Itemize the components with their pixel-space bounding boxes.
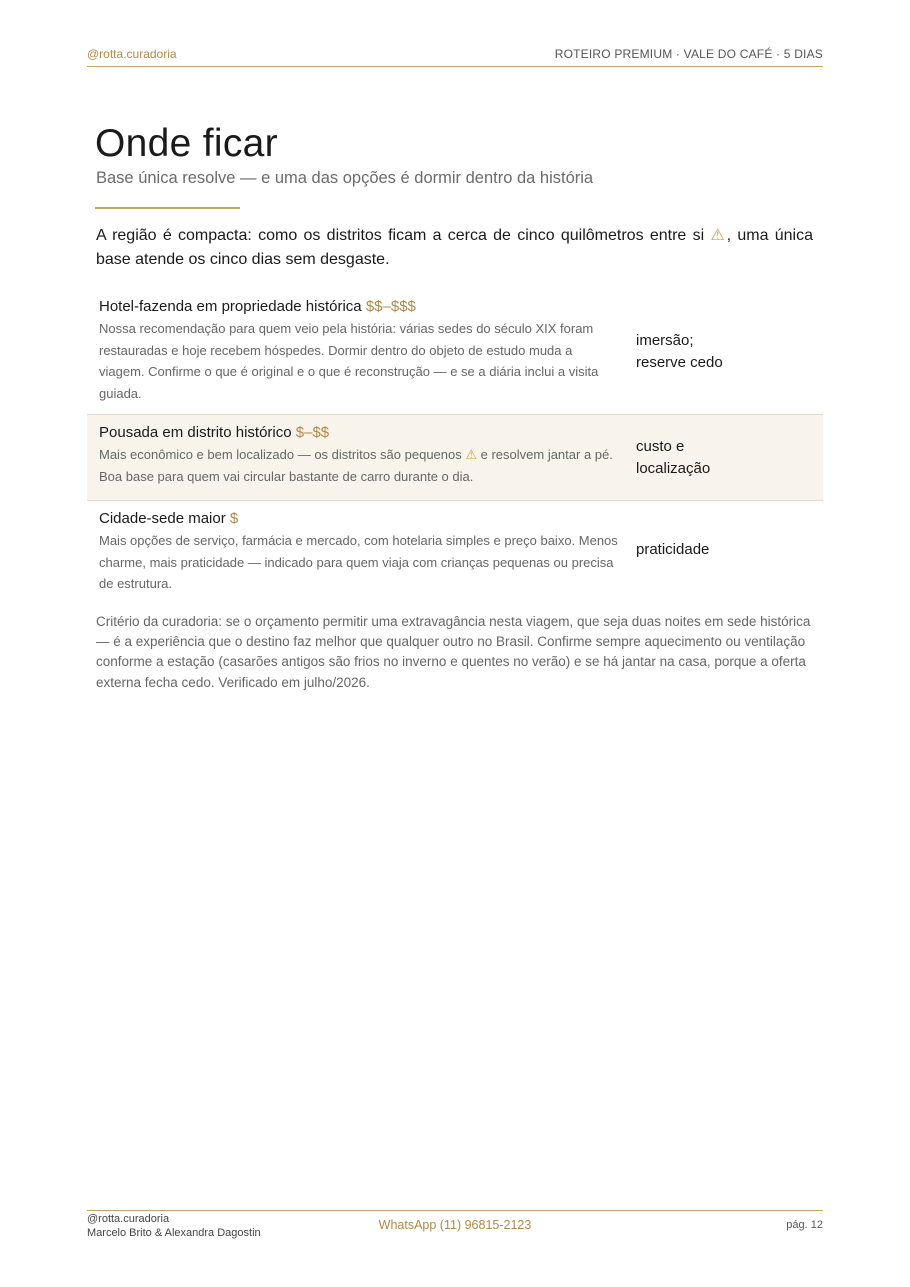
lodging-option-description: Mais opções de serviço, farmácia e mercado, com hotelaria simples e preço baixo. Menos charme, mais praticidade — indicado para quem viaja com crianças pequenas ou precisa de estrutura. [99, 533, 618, 591]
warning-icon: ⚠ [465, 447, 478, 462]
footer-handle: @rotta.curadoria [87, 1213, 170, 1225]
lodging-option-description [99, 444, 619, 487]
lodging-option-name [99, 509, 619, 529]
lodging-option [87, 501, 823, 598]
lodging-option-tag: praticidade [636, 540, 710, 558]
price-range: $ [229, 510, 239, 527]
page-footer [87, 1210, 823, 1251]
lodging-option-text [99, 297, 619, 406]
title-divider [95, 207, 240, 209]
page-subtitle: Base única resolve — e uma das opções é dormir dentro da história [96, 169, 594, 187]
lodging-option-name [99, 297, 619, 317]
lodging-options-list [87, 292, 823, 598]
header-doc-title: ROTEIRO PREMIUM · VALE DO CAFÉ · 5 DIAS [554, 47, 823, 61]
description-text-start: Mais econômico e bem localizado — os distritos são pequenos [99, 447, 466, 462]
lodging-option [87, 292, 823, 415]
lodging-name-label: Pousada em distrito histórico [99, 424, 292, 441]
page-title: Onde ficar [95, 122, 278, 165]
price-range: $–$$ [295, 424, 330, 441]
page-header [87, 44, 823, 67]
description-text-end: e resolvem jantar a pé. Boa base para quem vai circular bastante de carro durante o dia. [99, 447, 613, 484]
lodging-name-label: Hotel-fazenda em propriedade histórica [99, 298, 362, 315]
lodging-option-tag: custo e localização [636, 437, 711, 477]
lodging-option [87, 415, 823, 501]
page-number: pág. 12 [786, 1219, 823, 1231]
lodging-option-name [99, 423, 619, 443]
warning-icon: ⚠ [710, 227, 727, 244]
lodging-option-text [99, 509, 619, 590]
header-handle: @rotta.curadoria [87, 47, 177, 61]
intro-text-end: , uma única base atende os cinco dias sem desgaste. [96, 227, 814, 268]
curation-note: Critério da curadoria: se o orçamento permitir uma extravagância nesta viagem, que seja duas noites em sede histórica — é a experiência que o destino faz melhor que qualquer outro no Brasil. Confirme sempre aquecimento ou ventilação conforme a estação (casarões antigos são frios no inverno e quentes no verão) e se há jantar na casa, porque a oferta externa fecha cedo. Verificado em julho/2026. [96, 614, 811, 690]
price-range: $$–$$$ [365, 298, 416, 315]
footer-whatsapp: WhatsApp (11) 96815-2123 [378, 1218, 532, 1232]
intro-text-start: A região é compacta: como os distritos ficam a cerca de cinco quilômetros entre si [96, 227, 711, 244]
intro-paragraph [96, 224, 813, 272]
lodging-option-text [99, 423, 619, 492]
lodging-option-tag: imersão; reserve cedo [636, 331, 723, 371]
footer-authors: Marcelo Brito & Alexandra Dagostin [87, 1227, 261, 1239]
lodging-name-label: Cidade-sede maior [99, 510, 226, 527]
lodging-option-description: Nossa recomendação para quem veio pela história: várias sedes do século XIX foram restauradas e hoje recebem hóspedes. Dormir dentro do objeto de estudo muda a viagem. Confirme o que é original e o que é reconstrução — e se a diária inclui a visita guiada. [99, 321, 599, 401]
